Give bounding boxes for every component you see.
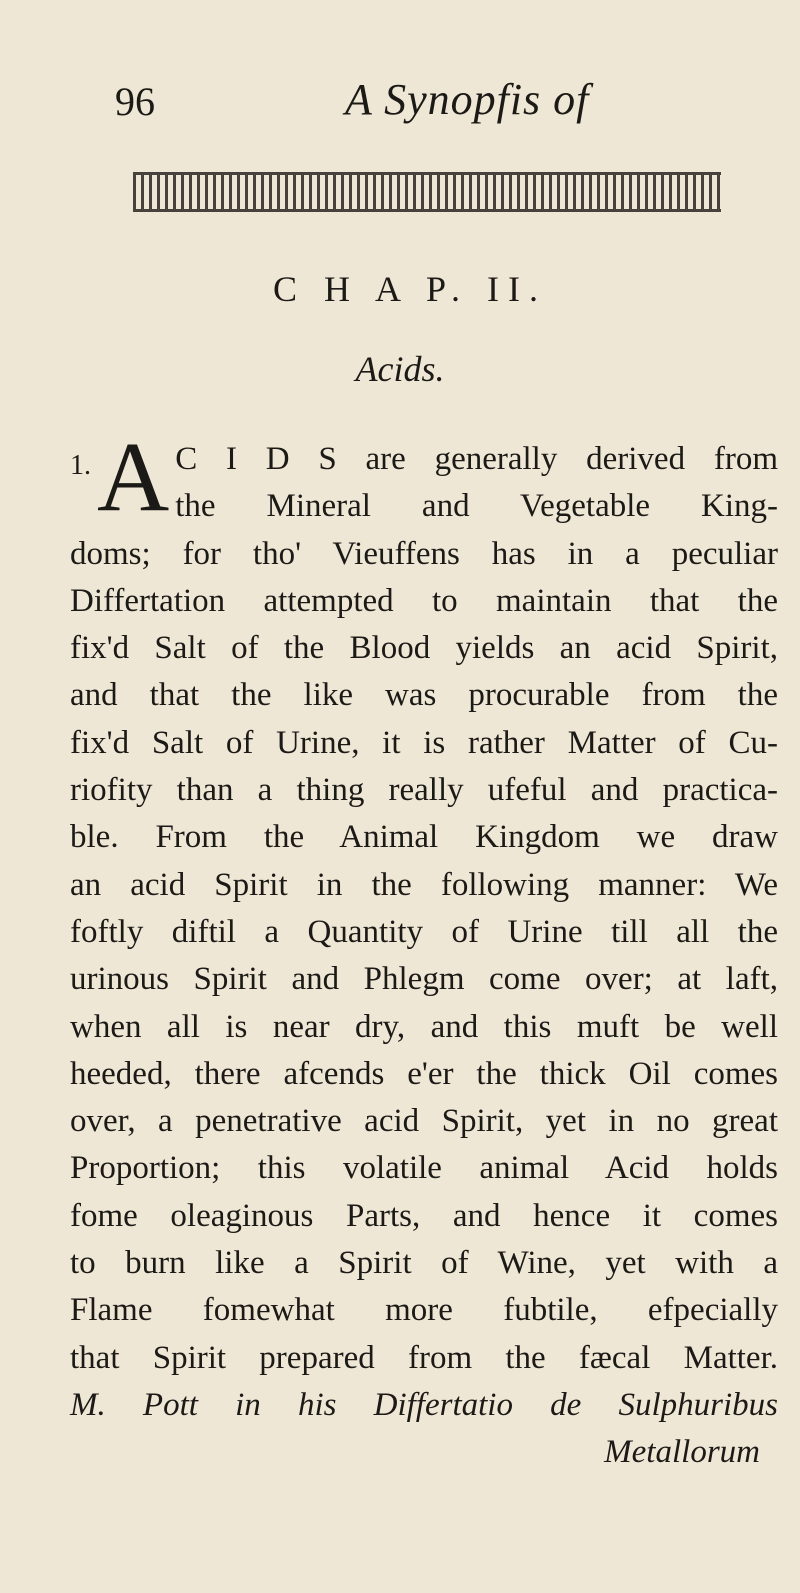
running-title: A Synopfis of bbox=[345, 75, 590, 124]
text-line: Flame fomewhat more fubtile, efpecially bbox=[70, 1292, 778, 1329]
chapter-subtitle: Acids. bbox=[355, 349, 445, 389]
decorative-ornament-band bbox=[133, 172, 721, 212]
text-line: Differtation attempted to maintain that the bbox=[70, 582, 778, 619]
page-number: 96 bbox=[115, 79, 155, 124]
text-line: Proportion; this volatile animal Acid holds bbox=[70, 1150, 778, 1187]
text-line: over, a penetrative acid Spirit, yet in no great bbox=[70, 1103, 778, 1140]
text-line: C I D S are generally derived from bbox=[175, 441, 778, 477]
paragraph-number: 1. bbox=[70, 450, 91, 481]
text-line: urinous Spirit and Phlegm come over; at laft, bbox=[70, 961, 778, 998]
text-line: fix'd Salt of the Blood yields an acid Spirit, bbox=[70, 630, 778, 667]
text-line: and that the like was procurable from the bbox=[70, 677, 778, 714]
text-line: an acid Spirit in the following manner: We bbox=[70, 866, 778, 903]
text-line: M. Pott in his Differtatio de Sulphuribus bbox=[70, 1386, 778, 1423]
chapter-heading: C H A P. II. bbox=[272, 269, 548, 309]
text-line: ble. From the Animal Kingdom we draw bbox=[70, 819, 778, 856]
text-line: that Spirit prepared from the fæcal Matter. bbox=[70, 1339, 778, 1376]
catchword: Metallorum bbox=[604, 1434, 760, 1471]
text-line: to burn like a Spirit of Wine, yet with a bbox=[70, 1245, 778, 1282]
text-line: doms; for tho' Vieuffens has in a peculiar bbox=[70, 535, 778, 572]
drop-cap: A bbox=[97, 421, 170, 532]
text-line: when all is near dry, and this muft be well bbox=[70, 1008, 778, 1045]
text-line: fix'd Salt of Urine, it is rather Matter of Cu- bbox=[70, 724, 778, 761]
text-line: riofity than a thing really ufeful and practica- bbox=[70, 772, 778, 809]
page-header bbox=[0, 75, 800, 138]
body-paragraph bbox=[70, 421, 778, 1477]
text-line: heeded, there afcends e'er the thick Oil comes bbox=[70, 1055, 778, 1092]
text-line: fome oleaginous Parts, and hence it comes bbox=[70, 1197, 778, 1234]
text-line: foftly diftil a Quantity of Urine till all the bbox=[70, 913, 778, 950]
text-line: the Mineral and Vegetable King- bbox=[175, 488, 778, 525]
